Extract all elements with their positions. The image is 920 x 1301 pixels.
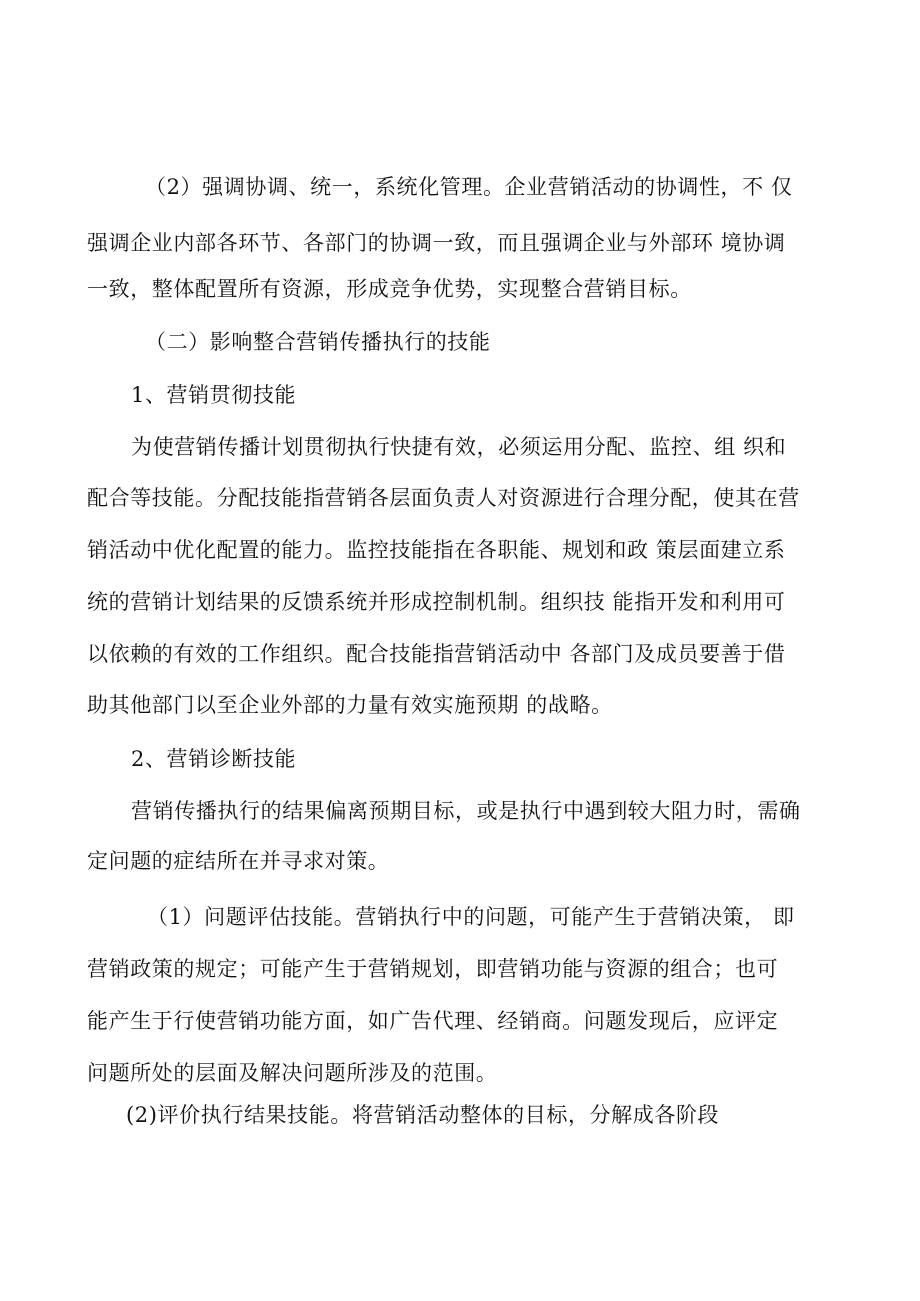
paragraph-line: 能产生于行使营销功能方面，如广告代理、经销商。问题发现后，应评定 [87,1009,779,1033]
paragraph-line: 定问题的症结所在并寻求对策。 [87,849,390,873]
paragraph-line: 以依赖的有效的工作组织。配合技能指营销活动中 各部门及成员要善于借 [87,642,786,666]
paragraph-line: （2）强调协调、统一，系统化管理。企业营销活动的协调性，不 仅 [145,175,793,199]
paragraph-line: 销活动中优化配置的能力。监控技能指在各职能、规划和政 策层面建立系 [87,538,786,562]
paragraph-line: 统的营销计划结果的反馈系统并形成控制机制。组织技 能指开发和利用可 [87,590,786,614]
paragraph-line: （1）问题评估技能。营销执行中的问题，可能产生于营销决策， 即 [147,905,795,929]
paragraph-line: 一致，整体配置所有资源，形成竞争优势，实现整合营销目标。 [87,277,692,301]
paragraph-line: 强调企业内部各环节、各部门的协调一致，而且强调企业与外部环 境协调 [87,231,786,255]
paragraph-line: 为使营销传播计划贯彻执行快捷有效，必须运用分配、监控、组 织和 [131,435,787,459]
section-heading: （二）影响整合营销传播执行的技能 [145,330,491,354]
paragraph-line: 营销政策的规定；可能产生于营销规划，即营销功能与资源的组合；也可 [87,957,779,981]
paragraph-line: 配合等技能。分配技能指营销各层面负责人对资源进行合理分配，使其在营 [87,486,800,510]
paragraph-line: 问题所处的层面及解决问题所涉及的范围。 [87,1061,498,1085]
paragraph-line: 营销传播执行的结果偏离预期目标，或是执行中遇到较大阻力时，需确 [131,799,801,823]
paragraph-line: (2)评价执行结果技能。将营销活动整体的目标，分解成各阶段 [126,1103,720,1127]
subsection-heading: 1、营销贯彻技能 [131,383,297,407]
subsection-heading: 2、营销诊断技能 [131,747,297,771]
paragraph-line: 助其他部门以至企业外部的力量有效实施预期 的战略。 [87,693,613,717]
